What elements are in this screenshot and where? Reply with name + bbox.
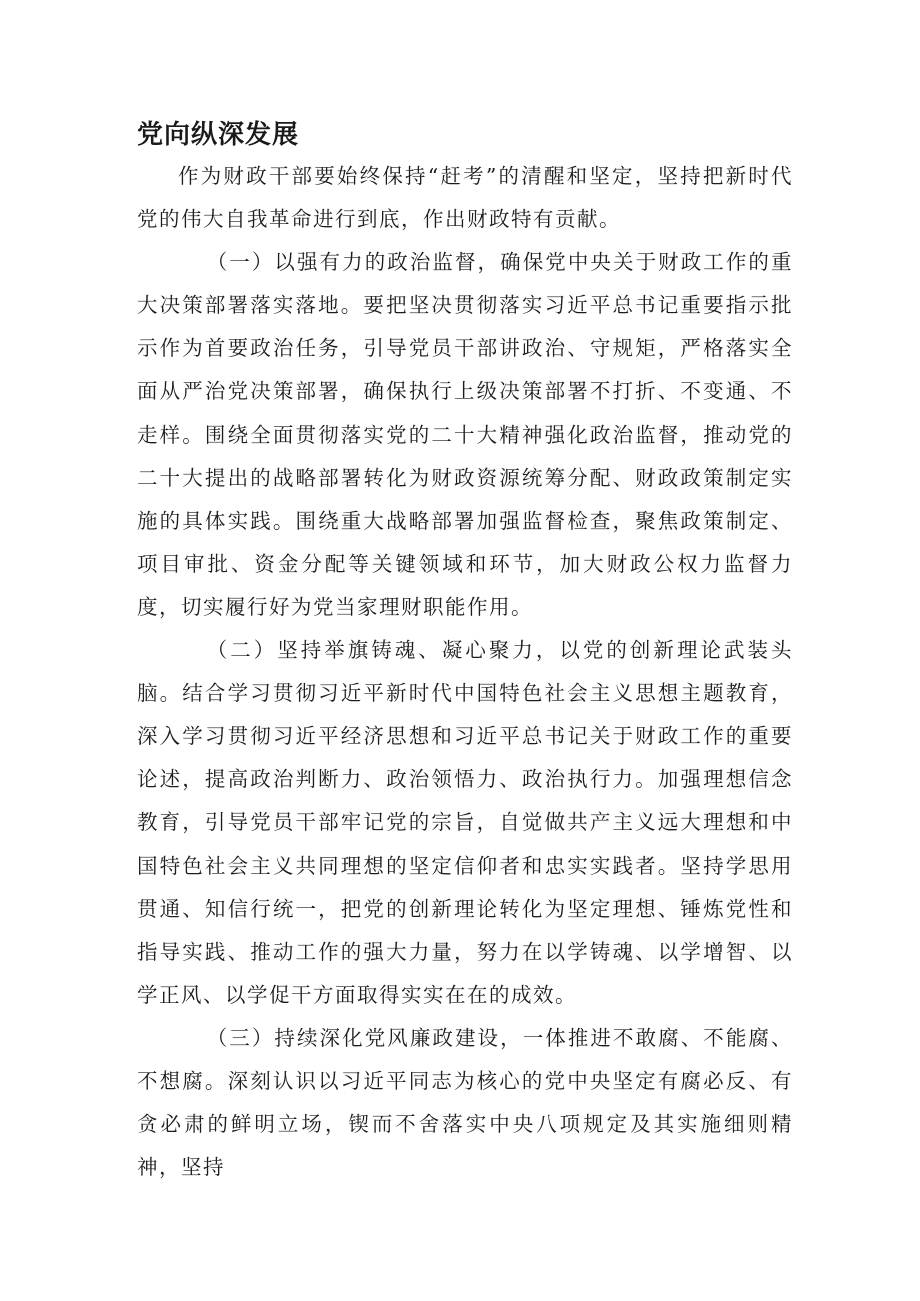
document-body <box>137 155 793 1189</box>
paragraph-anti-corruption: （三）持续深化党风廉政建设，一体推进不敢腐、不能腐、不想腐。深刻认识以习近平同志为核心的党中央坚定有腐必反、有贪必肃的鲜明立场，锲而不舍落实中央八项规定及其实施细则精神，坚持 <box>137 1025 793 1180</box>
intro-paragraph: 作为财政干部要始终保持“赶考”的清醒和坚定，坚持把新时代党的伟大自我革命进行到底，作出财政特有贡献。 <box>137 164 793 232</box>
paragraph-political-supervision: （一）以强有力的政治监督，确保党中央关于财政工作的重大决策部署落实落地。要把坚决贯彻落实习近平总书记重要指示批示作为首要政治任务，引导党员干部讲政治、守规矩，严格落实全面从严治党决策部署，确保执行上级决策部署不打折、不变通、不走样。围绕全面贯彻落实党的二十大精神强化政治监督，推动党的二十大提出的战略部署转化为财政资源统筹分配、财政政策制定实施的具体实践。围绕重大战略部署加强监督检查，聚焦政策制定、项目审批、资金分配等关键领域和环节，加大财政公权力监督力度，切实履行好为党当家理财职能作用。 <box>137 250 793 619</box>
section-heading: 党向纵深发展 <box>137 120 300 150</box>
paragraph-theory-study: （二）坚持举旗铸魂、凝心聚力，以党的创新理论武装头脑。结合学习贯彻习近平新时代中国特色社会主义思想主题教育，深入学习贯彻习近平经济思想和习近平总书记关于财政工作的重要论述，提高政治判断力、政治领悟力、政治执行力。加强理想信念教育，引导党员干部牢记党的宗旨，自觉做共产主义远大理想和中国特色社会主义共同理想的坚定信仰者和忠实实践者。坚持学思用贯通、知信行统一，把党的创新理论转化为坚定理想、锤炼党性和指导实践、推动工作的强大力量，努力在以学铸魂、以学增智、以学正风、以学促干方面取得实实在在的成效。 <box>137 638 793 1007</box>
